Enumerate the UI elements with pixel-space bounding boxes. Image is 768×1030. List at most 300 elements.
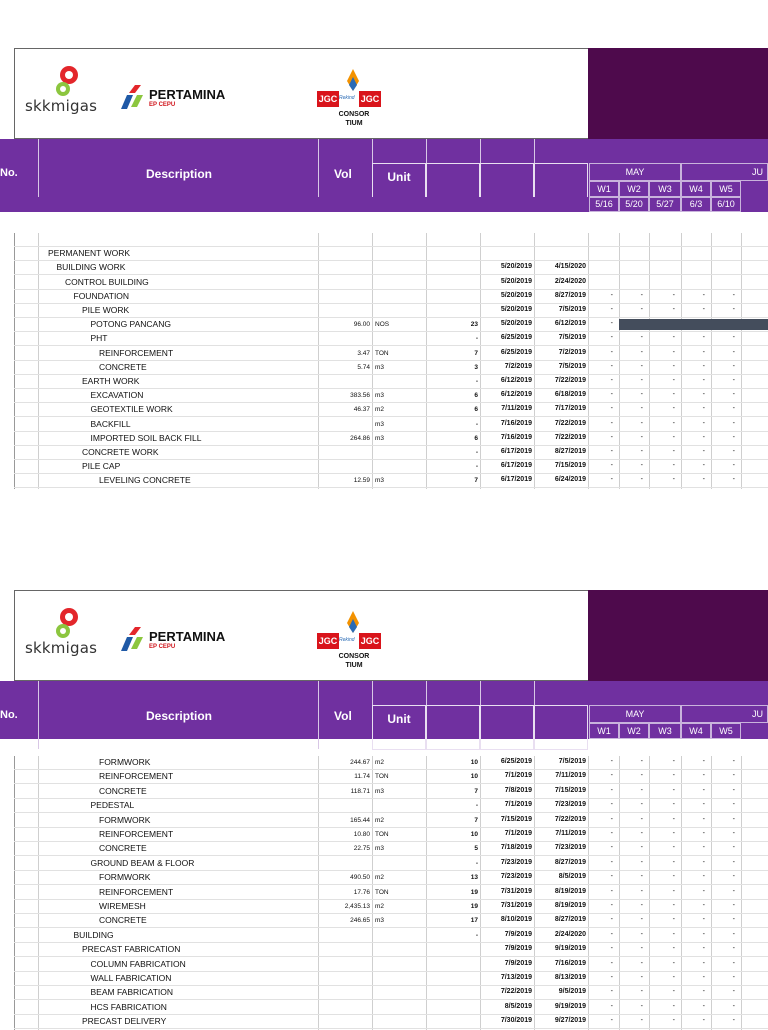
week-cell: -	[640, 830, 643, 837]
column-no: No.	[0, 709, 18, 721]
task-duration: 19	[470, 889, 478, 896]
week-cell: -	[732, 801, 735, 808]
task-description: GEOTEXTILE WORK	[90, 404, 173, 414]
week-cell: -	[672, 1017, 675, 1024]
week-cell: -	[640, 377, 643, 384]
skkmigas-wordmark: skkmigas	[25, 97, 98, 115]
table-row	[14, 842, 768, 856]
table-row	[14, 857, 768, 871]
week-cell: -	[672, 391, 675, 398]
task-unit: m3	[375, 917, 385, 924]
week-cell: -	[672, 377, 675, 384]
week-cell: -	[732, 916, 735, 923]
week-cell: -	[610, 888, 613, 895]
task-end-date: 8/13/2019	[554, 974, 586, 981]
task-volume: 118.71	[350, 788, 370, 795]
table-row	[14, 403, 768, 417]
week-cell: -	[732, 462, 735, 469]
task-unit: m2	[375, 903, 385, 910]
task-duration: -	[475, 378, 478, 385]
jgc-left-badge: JGC	[317, 633, 339, 649]
week-cell: -	[640, 974, 643, 981]
table-row	[14, 914, 768, 928]
task-end-date: 8/5/2019	[558, 873, 586, 880]
task-description: IMPORTED SOIL BACK FILL	[90, 433, 202, 443]
task-duration: 7	[474, 477, 478, 484]
task-start-date: 7/9/2019	[504, 960, 532, 967]
task-end-date: 8/27/2019	[554, 859, 586, 866]
column-header-band	[0, 139, 768, 197]
week-cell: -	[702, 873, 705, 880]
task-end-date: 7/16/2019	[554, 960, 586, 967]
column-vol: Vol	[334, 709, 352, 723]
task-start-date: 6/25/2019	[500, 334, 532, 341]
task-start-date: 7/16/2019	[500, 434, 532, 441]
week-date-3: 5/27	[649, 197, 681, 212]
week-cell: -	[732, 1017, 735, 1024]
week-cell: -	[610, 801, 613, 808]
week-cell: -	[702, 377, 705, 384]
task-duration: 7	[474, 817, 478, 824]
week-2: W2	[619, 723, 649, 739]
week-cell: -	[672, 434, 675, 441]
task-start-date: 5/20/2019	[500, 320, 532, 327]
week-cell: -	[732, 902, 735, 909]
week-cell: -	[702, 349, 705, 356]
week-cell: -	[610, 434, 613, 441]
table-row	[14, 290, 768, 304]
week-cell: -	[640, 844, 643, 851]
week-cell: -	[702, 772, 705, 779]
task-start-date: 7/9/2019	[504, 931, 532, 938]
week-cell: -	[672, 902, 675, 909]
task-start-date: 6/25/2019	[500, 758, 532, 765]
task-duration: 19	[470, 903, 478, 910]
task-volume: 264.86	[350, 435, 370, 442]
week-cell: -	[640, 462, 643, 469]
week-cell: -	[672, 931, 675, 938]
table-row	[14, 389, 768, 403]
task-start-date: 5/20/2019	[500, 306, 532, 313]
week-cell: -	[610, 1003, 613, 1010]
week-cell: -	[732, 960, 735, 967]
table-row	[14, 1001, 768, 1015]
task-end-date: 9/19/2019	[554, 945, 586, 952]
task-start-date: 5/20/2019	[500, 263, 532, 270]
table-row	[14, 233, 768, 247]
task-unit: m3	[375, 392, 385, 399]
task-duration: 6	[474, 392, 478, 399]
week-cell: -	[732, 363, 735, 370]
week-cell: -	[732, 888, 735, 895]
week-cell: -	[732, 334, 735, 341]
week-cell: -	[702, 363, 705, 370]
week-cell: -	[702, 888, 705, 895]
table-row	[14, 418, 768, 432]
task-start-date: 6/17/2019	[500, 448, 532, 455]
task-start-date: 7/1/2019	[504, 772, 532, 779]
task-start-date: 8/10/2019	[500, 916, 532, 923]
week-4: W4	[681, 181, 711, 197]
week-cell: -	[640, 801, 643, 808]
week-cell: -	[672, 830, 675, 837]
week-5: W5	[711, 723, 741, 739]
week-cell: -	[672, 476, 675, 483]
week-cell: -	[672, 1003, 675, 1010]
task-end-date: 7/22/2019	[554, 377, 586, 384]
week-date-5: 6/10	[711, 197, 741, 212]
week-cell: -	[732, 434, 735, 441]
task-start-date: 7/23/2019	[500, 859, 532, 866]
column-vol: Vol	[334, 167, 352, 181]
task-volume: 22.75	[353, 845, 370, 852]
table-row	[14, 972, 768, 986]
task-unit: m3	[375, 477, 385, 484]
week-cell: -	[610, 974, 613, 981]
week-cell: -	[732, 945, 735, 952]
task-description: PILE WORK	[82, 305, 130, 315]
task-volume: 165.44	[350, 817, 370, 824]
task-start-date: 7/13/2019	[500, 974, 532, 981]
week-cell: -	[702, 405, 705, 412]
week-cell: -	[610, 988, 613, 995]
week-1: W1	[589, 181, 619, 197]
week-cell: -	[732, 292, 735, 299]
table-row	[14, 432, 768, 446]
week-cell: -	[672, 974, 675, 981]
task-description: COLUMN FABRICATION	[90, 959, 186, 969]
task-unit: m3	[375, 421, 385, 428]
week-date-4: 6/3	[681, 197, 711, 212]
week-cell: -	[672, 787, 675, 794]
week-cell: -	[702, 292, 705, 299]
pertamina-wordmark: PERTAMINA	[149, 629, 226, 644]
week-cell: -	[610, 405, 613, 412]
table-row	[14, 886, 768, 900]
week-cell: -	[640, 434, 643, 441]
table-row	[14, 756, 768, 770]
task-unit: m3	[375, 435, 385, 442]
week-cell: -	[702, 758, 705, 765]
task-start-date: 5/20/2019	[500, 292, 532, 299]
task-description: FOUNDATION	[73, 291, 130, 301]
column-end	[534, 705, 588, 750]
task-description: POTONG PANCANG	[90, 319, 171, 329]
week-cell: -	[732, 405, 735, 412]
table-row	[14, 986, 768, 1000]
logo-header	[14, 590, 588, 681]
column-empty-1	[426, 705, 480, 750]
table-row	[14, 900, 768, 914]
week-cell: -	[732, 988, 735, 995]
week-cell: -	[702, 1017, 705, 1024]
task-end-date: 6/12/2019	[554, 320, 586, 327]
week-cell: -	[672, 292, 675, 299]
week-cell: -	[672, 462, 675, 469]
task-description: FORMWORK	[99, 757, 151, 767]
task-start-date: 6/25/2019	[500, 349, 532, 356]
week-cell: -	[702, 945, 705, 952]
task-description: PERMANENT WORK	[48, 248, 131, 258]
week-3: W3	[649, 181, 681, 197]
week-date-1: 5/16	[589, 197, 619, 212]
task-start-date: 5/20/2019	[500, 278, 532, 285]
task-end-date: 7/23/2019	[554, 801, 586, 808]
week-cell: -	[702, 420, 705, 427]
week-5: W5	[711, 181, 741, 197]
table-row	[14, 814, 768, 828]
week-cell: -	[610, 960, 613, 967]
week-cell: -	[672, 816, 675, 823]
pertamina-subtitle: EP CEPU	[149, 644, 176, 650]
task-description: FORMWORK	[99, 872, 151, 882]
task-start-date: 8/5/2019	[504, 1003, 532, 1010]
rekind-label: Rekind	[339, 95, 355, 101]
task-start-date: 7/18/2019	[500, 844, 532, 851]
task-description: PRECAST FABRICATION	[82, 944, 181, 954]
task-end-date: 8/27/2019	[554, 292, 586, 299]
task-description: CONCRETE	[99, 915, 147, 925]
task-volume: 11.74	[354, 773, 370, 780]
task-start-date: 7/22/2019	[500, 988, 532, 995]
week-cell: -	[702, 902, 705, 909]
task-end-date: 7/17/2019	[554, 405, 586, 412]
week-4: W4	[681, 723, 711, 739]
week-cell: -	[610, 772, 613, 779]
week-cell: -	[732, 1003, 735, 1010]
week-cell: -	[610, 844, 613, 851]
week-cell: -	[640, 772, 643, 779]
week-cell: -	[732, 476, 735, 483]
task-duration: -	[475, 802, 478, 809]
week-cell: -	[702, 916, 705, 923]
week-1: W1	[589, 723, 619, 739]
task-duration: -	[475, 421, 478, 428]
task-end-date: 9/5/2019	[558, 988, 586, 995]
week-cell: -	[672, 334, 675, 341]
week-cell: -	[640, 391, 643, 398]
table-row	[14, 446, 768, 460]
week-cell: -	[672, 873, 675, 880]
task-unit: TON	[375, 831, 389, 838]
task-unit: m3	[375, 364, 385, 371]
task-description: REINFORCEMENT	[99, 348, 174, 358]
column-start	[480, 705, 534, 750]
week-date-2: 5/20	[619, 197, 649, 212]
week-cell: -	[610, 306, 613, 313]
task-unit: m3	[375, 788, 385, 795]
task-end-date: 7/5/2019	[558, 758, 586, 765]
task-end-date: 7/22/2019	[554, 420, 586, 427]
week-cell: -	[640, 349, 643, 356]
task-start-date: 7/31/2019	[500, 902, 532, 909]
task-duration: 7	[474, 350, 478, 357]
task-description: CONTROL BUILDING	[65, 277, 149, 287]
week-cell: -	[610, 945, 613, 952]
week-cell: -	[732, 377, 735, 384]
task-end-date: 6/24/2019	[554, 476, 586, 483]
task-end-date: 8/27/2019	[554, 448, 586, 455]
jgc-rekind-consortium-logo	[315, 613, 395, 679]
task-volume: 46.37	[353, 406, 370, 413]
task-description: PHT	[90, 333, 108, 343]
task-end-date: 9/19/2019	[554, 1003, 586, 1010]
table-row	[14, 943, 768, 957]
week-cell: -	[672, 448, 675, 455]
week-cell: -	[702, 462, 705, 469]
task-start-date: 6/12/2019	[500, 377, 532, 384]
week-cell: -	[732, 306, 735, 313]
task-description: HCS FABRICATION	[90, 1002, 167, 1012]
column-unit: Unit	[372, 163, 426, 211]
week-3: W3	[649, 723, 681, 739]
header-divider	[318, 681, 319, 749]
week-cell: -	[732, 448, 735, 455]
task-description: CONCRETE	[99, 786, 147, 796]
week-cell: -	[702, 931, 705, 938]
task-start-date: 7/16/2019	[500, 420, 532, 427]
task-description: REINFORCEMENT	[99, 771, 174, 781]
week-cell: -	[640, 420, 643, 427]
week-cell: -	[640, 363, 643, 370]
task-end-date: 7/22/2019	[554, 816, 586, 823]
week-cell: -	[702, 974, 705, 981]
week-cell: -	[702, 816, 705, 823]
rekind-flame-icon	[343, 69, 363, 91]
task-end-date: 7/2/2019	[558, 349, 586, 356]
task-end-date: 2/24/2020	[554, 278, 586, 285]
table-row	[14, 770, 768, 784]
task-start-date: 6/17/2019	[500, 462, 532, 469]
week-cell: -	[640, 873, 643, 880]
task-start-date: 6/17/2019	[500, 476, 532, 483]
pertamina-subtitle: EP CEPU	[149, 102, 176, 108]
week-cell: -	[640, 888, 643, 895]
week-cell: -	[702, 391, 705, 398]
column-no: No.	[0, 167, 18, 179]
skkmigas-logo	[25, 609, 115, 669]
week-cell: -	[702, 801, 705, 808]
table-row	[14, 361, 768, 375]
table-row	[14, 785, 768, 799]
task-volume: 490.50	[350, 874, 370, 881]
task-end-date: 8/27/2019	[554, 916, 586, 923]
task-duration: -	[475, 860, 478, 867]
task-volume: 12.59	[353, 477, 370, 484]
table-row	[14, 332, 768, 346]
task-volume: 246.65	[350, 917, 370, 924]
week-cell: -	[640, 1003, 643, 1010]
week-cell: -	[702, 988, 705, 995]
week-cell: -	[640, 859, 643, 866]
week-cell: -	[610, 1017, 613, 1024]
task-duration: 6	[474, 435, 478, 442]
task-description: CONCRETE WORK	[82, 447, 159, 457]
week-cell: -	[640, 916, 643, 923]
consortium-label: CONSOR TIUM	[338, 111, 370, 127]
task-unit: TON	[375, 889, 389, 896]
task-duration: 13	[470, 874, 478, 881]
week-cell: -	[610, 476, 613, 483]
table-row	[14, 828, 768, 842]
task-end-date: 7/22/2019	[554, 434, 586, 441]
week-cell: -	[610, 873, 613, 880]
task-description: CONCRETE	[99, 362, 147, 372]
week-cell: -	[732, 391, 735, 398]
task-end-date: 7/11/2019	[555, 830, 586, 837]
week-2: W2	[619, 181, 649, 197]
week-cell: -	[640, 902, 643, 909]
task-start-date: 7/31/2019	[500, 888, 532, 895]
week-cell: -	[732, 859, 735, 866]
task-volume: 17.76	[353, 889, 370, 896]
task-description: WIREMESH	[99, 901, 146, 911]
week-cell: -	[732, 772, 735, 779]
table-row	[14, 318, 768, 332]
task-description: BUILDING WORK	[56, 262, 126, 272]
week-cell: -	[640, 306, 643, 313]
task-description: EARTH WORK	[82, 376, 140, 386]
task-start-date: 7/15/2019	[500, 816, 532, 823]
task-unit: m2	[375, 874, 385, 881]
task-end-date: 2/24/2020	[554, 931, 586, 938]
jgc-right-badge: JGC	[359, 91, 381, 107]
task-end-date: 7/5/2019	[558, 363, 586, 370]
week-cell: -	[610, 787, 613, 794]
week-cell: -	[640, 945, 643, 952]
task-description: PRECAST DELIVERY	[82, 1016, 167, 1026]
week-cell: -	[732, 830, 735, 837]
rekind-flame-icon	[343, 611, 363, 633]
task-end-date: 8/19/2019	[554, 888, 586, 895]
week-cell: -	[672, 960, 675, 967]
task-duration: 7	[474, 788, 478, 795]
week-cell: -	[672, 888, 675, 895]
week-cell: -	[672, 349, 675, 356]
month-may: MAY	[589, 163, 681, 181]
task-description: PILE CAP	[82, 461, 121, 471]
week-cell: -	[672, 420, 675, 427]
schedule-sheet	[0, 48, 768, 483]
week-cell: -	[610, 377, 613, 384]
task-duration: 5	[474, 845, 478, 852]
week-cell: -	[640, 448, 643, 455]
week-cell: -	[640, 787, 643, 794]
month-jun: JU	[681, 705, 768, 723]
week-cell: -	[672, 859, 675, 866]
column-description: Description	[146, 709, 213, 723]
week-cell: -	[610, 816, 613, 823]
week-cell: -	[732, 873, 735, 880]
task-end-date: 7/11/2019	[555, 772, 586, 779]
pertamina-logo	[117, 627, 227, 657]
table-row	[14, 1015, 768, 1029]
task-start-date: 7/9/2019	[504, 945, 532, 952]
week-cell: -	[610, 931, 613, 938]
task-duration: 23	[470, 321, 478, 328]
task-end-date: 6/18/2019	[554, 391, 586, 398]
task-start-date: 7/2/2019	[504, 363, 532, 370]
month-may: MAY	[589, 705, 681, 723]
week-cell: -	[702, 334, 705, 341]
column-header-band	[0, 681, 768, 739]
task-description: CONCRETE	[99, 843, 147, 853]
task-duration: -	[475, 335, 478, 342]
week-cell: -	[672, 916, 675, 923]
task-start-date: 7/30/2019	[500, 1017, 532, 1024]
week-cell: -	[732, 816, 735, 823]
task-unit: m2	[375, 817, 385, 824]
